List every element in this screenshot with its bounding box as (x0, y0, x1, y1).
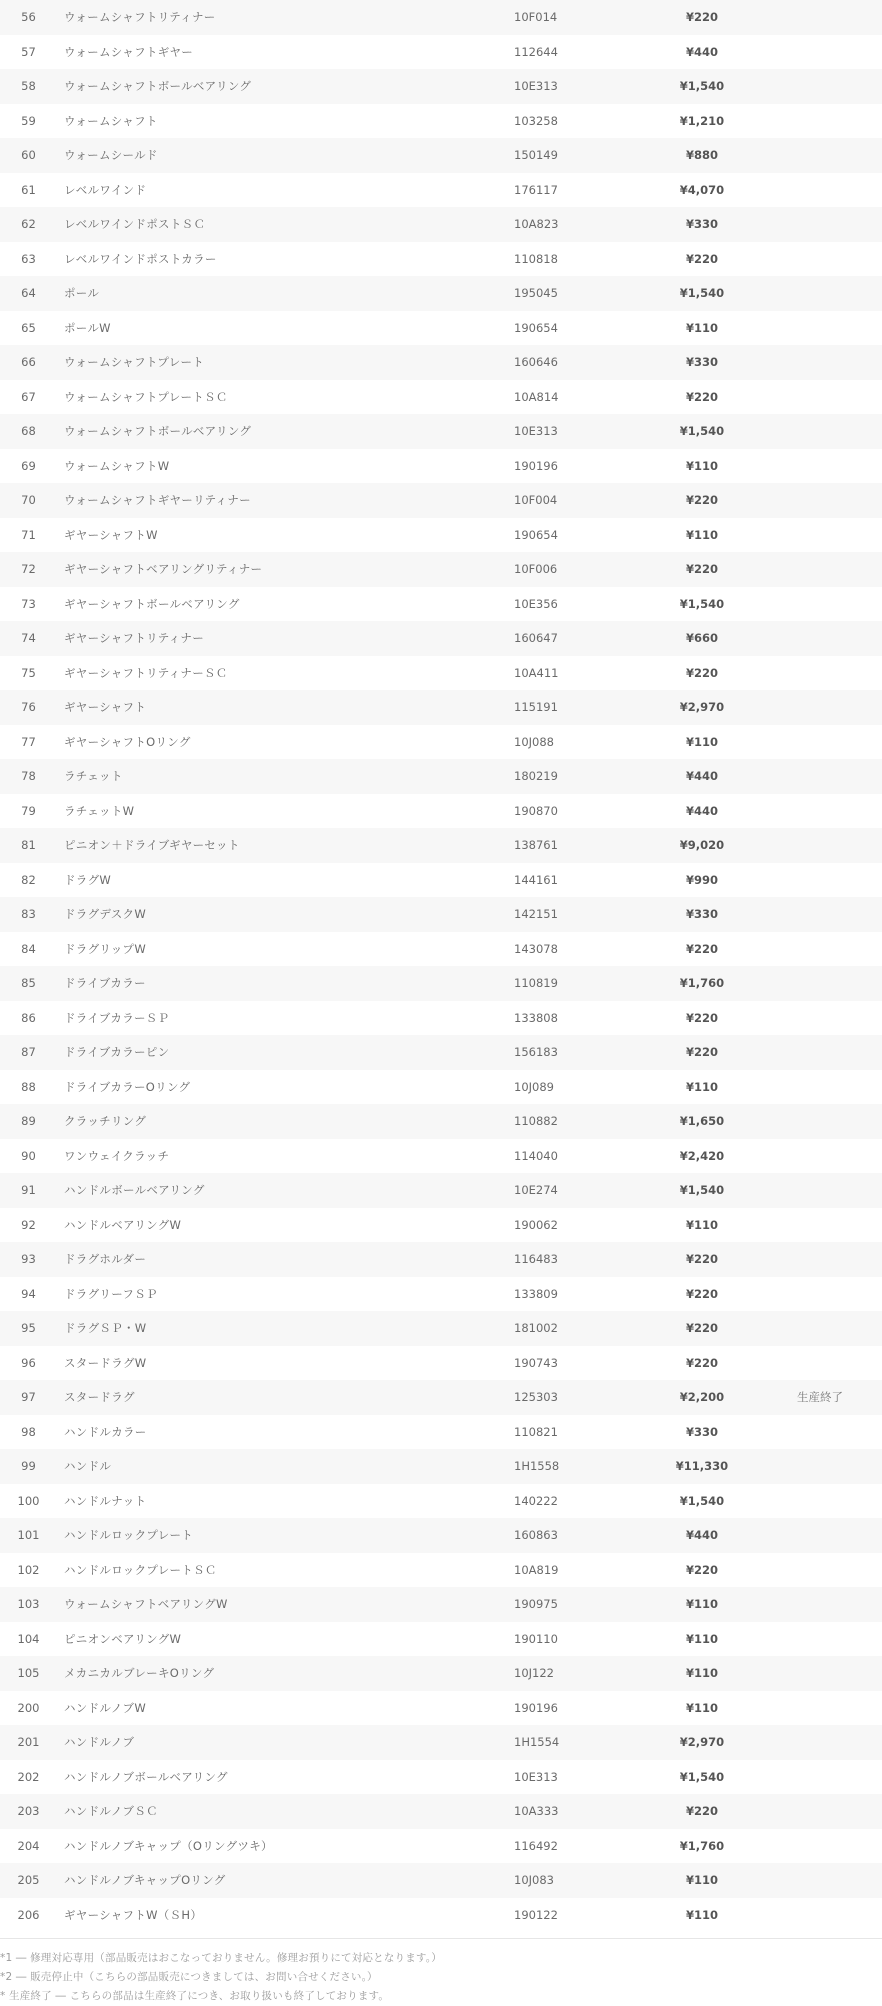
part-code: 10E274 (514, 1183, 558, 1197)
part-number: 92 (21, 1217, 36, 1232)
part-number: 103 (17, 1597, 40, 1611)
table-row (0, 932, 882, 967)
part-number: 203 (17, 1804, 40, 1818)
part-number: 72 (21, 562, 36, 576)
part-price: ¥220 (685, 941, 718, 956)
part-code: 110821 (514, 1424, 558, 1439)
table-row (0, 725, 882, 760)
table-row (0, 173, 882, 208)
part-number: 104 (17, 1631, 40, 1646)
part-code: 176117 (514, 182, 558, 197)
part-code: 10F006 (514, 562, 558, 576)
part-number: 76 (21, 700, 36, 714)
part-name: メカニカルブレーキOリング (64, 1666, 215, 1680)
table-row (0, 1553, 882, 1588)
part-number: 70 (21, 493, 36, 507)
part-code: 115191 (514, 700, 558, 714)
part-number: 96 (21, 1355, 36, 1370)
part-code: 190110 (514, 1631, 558, 1646)
part-number: 75 (21, 665, 36, 680)
part-price: ¥1,540 (679, 1493, 725, 1508)
table-row (0, 1587, 882, 1622)
part-price: ¥220 (685, 665, 718, 680)
part-price: ¥1,540 (679, 596, 725, 611)
part-number: 82 (21, 872, 36, 887)
part-number: 206 (17, 1907, 40, 1922)
part-number: 98 (21, 1424, 36, 1439)
part-price: ¥220 (685, 1010, 718, 1025)
table-row (0, 656, 882, 691)
table-row (0, 1794, 882, 1829)
part-number: 101 (17, 1528, 40, 1542)
part-number: 99 (21, 1459, 36, 1473)
part-name: ウォームシャフトプレート (64, 355, 205, 369)
part-name: ワンウェイクラッチ (64, 1148, 170, 1163)
part-price: ¥220 (685, 10, 718, 24)
part-price: ¥330 (685, 1424, 718, 1439)
part-price: ¥220 (685, 493, 718, 507)
part-code: 10J089 (514, 1079, 554, 1094)
part-price: ¥330 (685, 907, 718, 921)
table-row (0, 690, 882, 725)
part-number: 68 (21, 424, 36, 438)
part-code: 116483 (514, 1252, 558, 1266)
part-price: ¥9,020 (679, 838, 725, 852)
part-number: 58 (21, 79, 36, 93)
part-code: 125303 (514, 1390, 558, 1404)
part-price: ¥330 (685, 217, 718, 231)
part-price: ¥440 (685, 44, 718, 59)
part-price: ¥1,540 (679, 79, 725, 93)
part-code: 112644 (514, 44, 558, 59)
part-name: ハンドルナット (64, 1493, 147, 1508)
part-name: ウォームシールド (64, 148, 158, 162)
table-row (0, 483, 882, 518)
part-price: ¥220 (685, 562, 718, 576)
table-row (0, 1691, 882, 1726)
part-number: 59 (21, 113, 36, 128)
part-number: 78 (21, 769, 36, 783)
part-name: ハンドルボールベアリング (64, 1183, 205, 1197)
table-row (0, 1415, 882, 1450)
part-name: ウォームシャフト (64, 113, 158, 128)
part-number: 69 (21, 458, 36, 473)
part-name: ウォームシャフトギヤーリティナー (64, 493, 251, 507)
part-code: 143078 (514, 941, 558, 956)
part-number: 62 (21, 217, 36, 231)
part-name: ギヤーシャフトW（ＳH） (64, 1907, 203, 1922)
part-code: 10J088 (514, 734, 554, 749)
part-number: 202 (17, 1769, 40, 1784)
part-number: 61 (21, 182, 36, 197)
part-code: 10E313 (514, 424, 558, 438)
part-number: 91 (21, 1183, 36, 1197)
table-row (0, 449, 882, 484)
part-price: ¥110 (685, 1217, 718, 1232)
part-price: ¥110 (685, 1700, 718, 1715)
part-code: 10A814 (514, 389, 559, 404)
footnote-sales-suspended: *2 ― 販売停止中（こちらの部品販売につきましては、お問い合せください。） (0, 1971, 378, 1983)
part-code: 160863 (514, 1528, 558, 1542)
part-number: 89 (21, 1114, 36, 1128)
part-price: ¥220 (685, 389, 718, 404)
part-price: ¥110 (685, 1631, 718, 1646)
part-code: 10E313 (514, 79, 558, 93)
part-code: 142151 (514, 907, 558, 921)
part-number: 84 (21, 941, 36, 956)
part-name: ハンドルノブキャップ（Oリングツキ） (64, 1838, 273, 1853)
part-name: ハンドルベアリングW (64, 1217, 182, 1232)
footnote-repair-only: *1 ― 修理対応専用（部品販売はおこなっておりません。修理お預りにて対応となります。） (0, 1952, 442, 1964)
part-number: 83 (21, 907, 36, 921)
part-code: 156183 (514, 1045, 558, 1059)
table-row (0, 1139, 882, 1174)
part-number: 204 (17, 1838, 40, 1853)
part-code: 138761 (514, 838, 558, 852)
part-price: ¥110 (685, 458, 718, 473)
part-name: ギヤーシャフトリティナー (64, 631, 204, 645)
table-row (0, 311, 882, 346)
part-price: ¥330 (685, 355, 718, 369)
table-row (0, 1035, 882, 1070)
part-number: 81 (21, 838, 36, 852)
part-price: ¥1,540 (679, 424, 725, 438)
part-price: ¥110 (685, 1873, 718, 1887)
table-row (0, 1863, 882, 1898)
table-row (0, 863, 882, 898)
part-price: ¥990 (685, 872, 718, 887)
part-name: ピニオンベアリングW (64, 1631, 182, 1646)
part-code: 160646 (514, 355, 558, 369)
part-code: 190196 (514, 1700, 558, 1715)
part-price: ¥110 (685, 1907, 718, 1922)
part-code: 150149 (514, 148, 558, 162)
part-price: ¥2,970 (679, 1735, 725, 1749)
part-name: ポール (64, 286, 100, 300)
part-code: 190654 (514, 527, 558, 542)
part-number: 201 (17, 1735, 40, 1749)
part-code: 10F004 (514, 493, 558, 507)
part-number: 86 (21, 1010, 36, 1025)
table-row (0, 414, 882, 449)
table-row (0, 1760, 882, 1795)
part-code: 103258 (514, 113, 558, 128)
table-row (0, 1380, 882, 1415)
part-code: 190062 (514, 1217, 558, 1232)
table-row (0, 828, 882, 863)
table-row (0, 1725, 882, 1760)
table-row (0, 794, 882, 829)
part-price: ¥220 (685, 1045, 718, 1059)
part-name: ポールW (64, 320, 111, 335)
part-code: 190196 (514, 458, 558, 473)
part-name: ウォームシャフトボールベアリング (64, 79, 252, 93)
part-name: ドラグW (64, 872, 112, 887)
part-name: ウォームシャフトプレートＳＣ (64, 389, 228, 404)
part-code: 190654 (514, 320, 558, 335)
part-price: ¥220 (685, 1321, 718, 1335)
table-row (0, 276, 882, 311)
part-code: 133808 (514, 1010, 558, 1025)
part-code: 190975 (514, 1597, 558, 1611)
part-name: ギヤーシャフトベアリングリティナー (64, 562, 263, 576)
table-row (0, 1346, 882, 1381)
part-price: ¥1,650 (679, 1114, 725, 1128)
part-number: 205 (17, 1873, 40, 1887)
part-code: 110819 (514, 976, 558, 990)
part-price: ¥1,540 (679, 1769, 725, 1784)
part-number: 93 (21, 1252, 36, 1266)
table-row (0, 1484, 882, 1519)
part-name: レベルワインド (64, 182, 147, 197)
part-number: 57 (21, 44, 36, 59)
part-name: ピニオン＋ドライブギヤーセット (64, 838, 240, 852)
table-row (0, 138, 882, 173)
table-row (0, 1277, 882, 1312)
part-code: 190743 (514, 1355, 558, 1370)
part-name: ドライブカラーピン (64, 1045, 170, 1059)
part-price: ¥2,970 (679, 700, 725, 714)
table-row (0, 242, 882, 277)
part-name: ウォームシャフトリティナー (64, 10, 216, 24)
part-number: 105 (17, 1666, 40, 1680)
part-name: ドラグリーフＳＰ (64, 1286, 158, 1301)
part-number: 67 (21, 389, 36, 404)
part-code: 110818 (514, 251, 558, 266)
part-code: 1H1558 (514, 1459, 560, 1473)
table-row (0, 1208, 882, 1243)
part-code: 10E356 (514, 596, 558, 611)
part-number: 66 (21, 355, 36, 369)
part-name: クラッチリング (64, 1114, 147, 1128)
table-row (0, 1898, 882, 1933)
part-name: ドライブカラーOリング (64, 1079, 191, 1094)
part-name: スタードラグW (64, 1355, 147, 1370)
part-name: ハンドルロックプレート (64, 1528, 194, 1542)
table-row (0, 1070, 882, 1105)
part-code: 160647 (514, 631, 558, 645)
part-price: ¥220 (685, 251, 718, 266)
part-name: ドラグデスクW (64, 907, 147, 921)
part-name: ハンドルノブキャップOリング (64, 1873, 226, 1887)
part-name: ギヤーシャフトW (64, 527, 158, 542)
part-number: 90 (21, 1148, 36, 1163)
part-name: ギヤーシャフトボールベアリング (64, 596, 240, 611)
part-price: ¥110 (685, 734, 718, 749)
table-row (0, 0, 882, 35)
part-price: ¥1,760 (679, 976, 725, 990)
part-name: ウォームシャフトベアリングW (64, 1597, 228, 1611)
part-code: 110882 (514, 1114, 558, 1128)
part-code: 190122 (514, 1907, 558, 1922)
part-code: 140222 (514, 1493, 558, 1508)
part-name: ハンドル (64, 1459, 112, 1473)
part-code: 133809 (514, 1286, 558, 1301)
part-number: 74 (21, 631, 36, 645)
part-price: ¥220 (685, 1252, 718, 1266)
part-number: 100 (17, 1493, 40, 1508)
part-name: レベルワインドポストカラー (64, 251, 217, 266)
table-row (0, 1622, 882, 1657)
part-status: 生産終了 (797, 1390, 843, 1404)
table-row (0, 552, 882, 587)
part-number: 60 (21, 148, 36, 162)
part-name: スタードラグ (64, 1390, 135, 1404)
part-number: 88 (21, 1079, 36, 1094)
part-name: ラチェットW (64, 803, 135, 818)
part-name: ハンドルカラー (64, 1424, 147, 1439)
table-row (0, 345, 882, 380)
table-row (0, 35, 882, 70)
part-code: 114040 (514, 1148, 558, 1163)
table-row (0, 69, 882, 104)
part-name: ウォームシャフトW (64, 458, 170, 473)
part-number: 95 (21, 1321, 36, 1335)
part-code: 10A333 (514, 1804, 559, 1818)
part-price: ¥11,330 (675, 1459, 729, 1473)
part-price: ¥2,200 (679, 1390, 725, 1404)
part-code: 10J122 (514, 1666, 554, 1680)
part-number: 87 (21, 1045, 36, 1059)
part-name: ウォームシャフトボールベアリング (64, 424, 252, 438)
part-price: ¥440 (685, 1528, 718, 1542)
part-name: ドライブカラーＳＰ (64, 1010, 170, 1025)
part-price: ¥110 (685, 320, 718, 335)
part-price: ¥660 (685, 631, 718, 645)
part-number: 71 (21, 527, 36, 542)
part-code: 144161 (514, 872, 558, 887)
part-name: ラチェット (64, 769, 123, 783)
part-name: ギヤーシャフトリティナーＳＣ (64, 665, 228, 680)
part-code: 10A819 (514, 1562, 559, 1577)
part-number: 79 (21, 803, 36, 818)
part-name: ハンドルノブ (64, 1735, 135, 1749)
table-row (0, 380, 882, 415)
part-number: 102 (17, 1562, 40, 1577)
part-number: 200 (17, 1700, 40, 1715)
table-row (0, 1242, 882, 1277)
part-name: ドラグホルダー (64, 1252, 147, 1266)
footnotes (0, 1938, 882, 2006)
part-name: ハンドルノブW (64, 1700, 147, 1715)
part-price: ¥1,210 (679, 113, 725, 128)
part-name: ハンドルロックプレートＳＣ (64, 1562, 217, 1577)
table-row (0, 1104, 882, 1139)
table-row (0, 1311, 882, 1346)
part-price: ¥1,540 (679, 1183, 725, 1197)
table-row (0, 759, 882, 794)
part-code: 180219 (514, 769, 558, 783)
part-name: ハンドルノブボールベアリング (64, 1769, 228, 1784)
part-price: ¥4,070 (679, 182, 725, 197)
part-price: ¥220 (685, 1804, 718, 1818)
part-price: ¥440 (685, 769, 718, 783)
part-number: 63 (21, 251, 36, 266)
table-row (0, 966, 882, 1001)
part-number: 56 (21, 10, 36, 24)
part-price: ¥1,760 (679, 1838, 725, 1853)
part-name: ドラグリップW (64, 941, 147, 956)
part-code: 190870 (514, 803, 558, 818)
part-price: ¥110 (685, 527, 718, 542)
part-price: ¥880 (685, 148, 718, 162)
part-number: 73 (21, 596, 36, 611)
part-code: 10A411 (514, 665, 559, 680)
part-code: 116492 (514, 1838, 558, 1853)
part-number: 97 (21, 1390, 36, 1404)
part-name: ドラグＳＰ・W (64, 1321, 147, 1335)
table-row (0, 207, 882, 242)
part-price: ¥2,420 (679, 1148, 725, 1163)
part-code: 10J083 (514, 1873, 554, 1887)
part-code: 195045 (514, 286, 558, 300)
table-row (0, 621, 882, 656)
part-name: ハンドルノブＳＣ (64, 1804, 158, 1818)
part-number: 64 (21, 286, 36, 300)
table-row (0, 1173, 882, 1208)
table-row (0, 1656, 882, 1691)
part-number: 94 (21, 1286, 36, 1301)
part-code: 10E313 (514, 1769, 558, 1784)
part-name: ギヤーシャフト (64, 700, 147, 714)
part-code: 1H1554 (514, 1735, 560, 1749)
part-price: ¥220 (685, 1355, 718, 1370)
part-price: ¥110 (685, 1597, 718, 1611)
table-row (0, 518, 882, 553)
table-row (0, 1001, 882, 1036)
part-name: ウォームシャフトギヤー (64, 44, 194, 59)
table-row (0, 1449, 882, 1484)
table-row (0, 104, 882, 139)
footnote-discontinued: * 生産終了 ― こちらの部品は生産終了につき、お取り扱いも終了しております。 (0, 1990, 390, 2002)
part-price: ¥220 (685, 1286, 718, 1301)
part-price: ¥220 (685, 1562, 718, 1577)
table-row (0, 1829, 882, 1864)
part-name: ギヤーシャフトOリング (64, 734, 191, 749)
part-number: 77 (21, 734, 36, 749)
part-price: ¥110 (685, 1079, 718, 1094)
table-row (0, 587, 882, 622)
part-price: ¥440 (685, 803, 718, 818)
part-name: ドライブカラー (64, 976, 146, 990)
table-row (0, 897, 882, 932)
part-code: 10A823 (514, 217, 559, 231)
part-name: レベルワインドポストＳＣ (64, 217, 206, 231)
part-number: 85 (21, 976, 36, 990)
part-code: 10F014 (514, 10, 558, 24)
part-price: ¥110 (685, 1666, 718, 1680)
table-row (0, 1518, 882, 1553)
part-price: ¥1,540 (679, 286, 725, 300)
part-number: 65 (21, 320, 36, 335)
part-code: 181002 (514, 1321, 558, 1335)
